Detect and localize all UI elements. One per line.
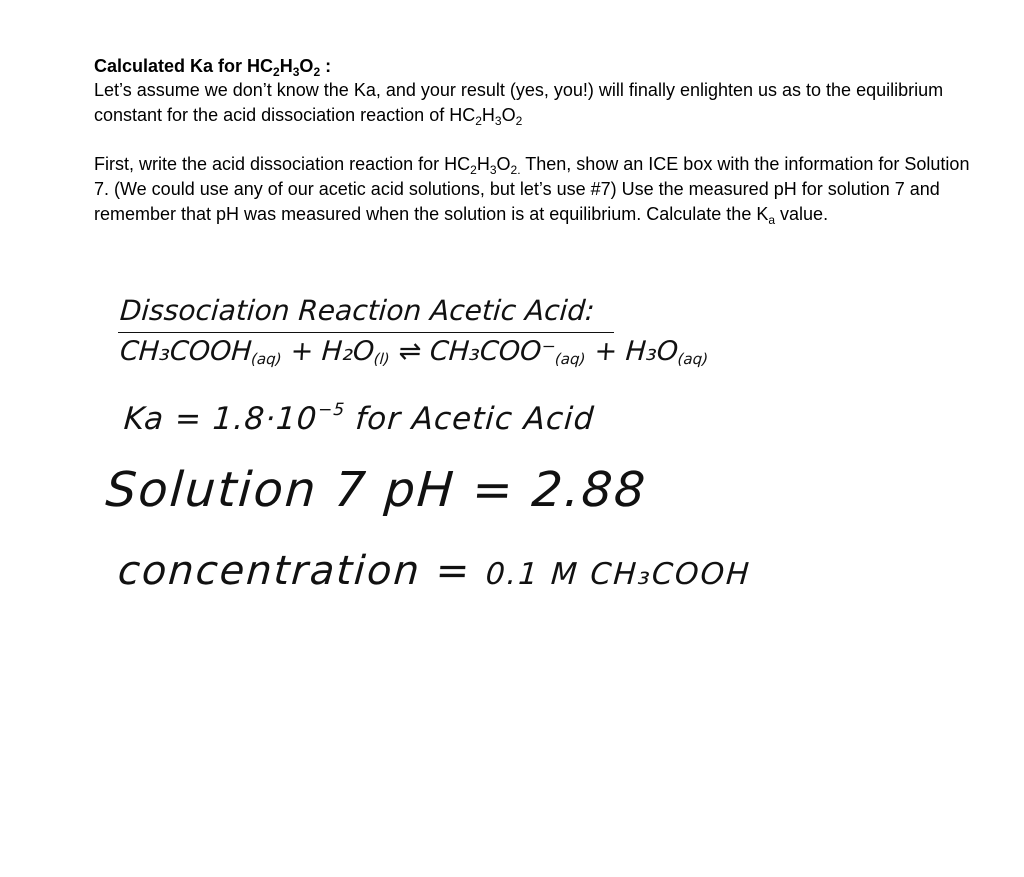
subscript: 2 bbox=[273, 65, 280, 79]
product-hydronium: H₃O bbox=[624, 336, 680, 367]
state-label: (aq) bbox=[677, 350, 709, 368]
ka-exponent: −5 bbox=[317, 400, 346, 420]
title-text: O bbox=[299, 56, 314, 76]
paragraph-text: O bbox=[496, 154, 511, 174]
handwritten-heading: Dissociation Reaction Acetic Acid: bbox=[118, 294, 596, 327]
heading-underline bbox=[118, 332, 614, 333]
state-label: (aq) bbox=[554, 350, 587, 368]
concentration-value: 0.1 M CH₃COOH bbox=[484, 557, 752, 592]
product-acetate: CH₃COO⁻ bbox=[428, 336, 557, 367]
plus-sign: + bbox=[281, 336, 323, 367]
state-label: (l) bbox=[373, 350, 391, 368]
subscript: 2 bbox=[475, 114, 482, 128]
equilibrium-arrow: ⇌ bbox=[389, 336, 432, 367]
ph-line: Solution 7 pH = 2.88 bbox=[104, 462, 649, 518]
subscript: 3 bbox=[292, 65, 300, 79]
reactant-water: H₂O bbox=[320, 336, 376, 367]
paragraph-text: Let’s assume we don’t know the Ka, and your result (yes, you!) will finally enlighten us as to the equilibrium constant for the acid dissociation reaction of HC bbox=[94, 80, 944, 125]
subscript: 2. bbox=[510, 163, 521, 177]
reactant-acetic-acid: CH₃COOH bbox=[118, 336, 253, 367]
subscript: 3 bbox=[494, 114, 502, 128]
paragraph-text: O bbox=[501, 105, 516, 125]
concentration-label: concentration bbox=[116, 548, 423, 594]
state-label: (aq) bbox=[250, 350, 283, 368]
title-text: H bbox=[279, 56, 293, 76]
subscript: 2 bbox=[515, 114, 523, 128]
dissociation-equation bbox=[119, 336, 710, 368]
paragraph-text: value. bbox=[775, 204, 829, 224]
paragraph-text: H bbox=[476, 154, 490, 174]
ka-value: = 1.8·10 bbox=[162, 401, 319, 437]
subscript: 3 bbox=[489, 163, 497, 177]
title-text: : bbox=[320, 56, 332, 76]
paragraph-text: First, write the acid dissociation reaction for HC bbox=[94, 154, 471, 174]
subscript: 2 bbox=[470, 163, 477, 177]
equals-sign: = bbox=[419, 548, 488, 594]
ka-note: for Acetic Acid bbox=[343, 401, 596, 437]
concentration-line bbox=[116, 548, 752, 594]
paragraph-text: H bbox=[481, 105, 495, 125]
subscript: a bbox=[768, 213, 776, 227]
ka-label: Ka bbox=[122, 401, 166, 437]
plus-sign: + bbox=[584, 336, 627, 367]
paragraph-text: Then, show an ICE box with the information for Solution 7. (We could use any of our acetic acid solutions, but let’s use #7) Use the measured pH for solution 7 and remember that pH was measured when the solution is at equilibrium. Calculate the K bbox=[94, 154, 970, 224]
ka-line bbox=[123, 400, 596, 437]
title-text: Calculated Ka for HC bbox=[94, 56, 274, 76]
subscript: 2 bbox=[313, 65, 321, 79]
